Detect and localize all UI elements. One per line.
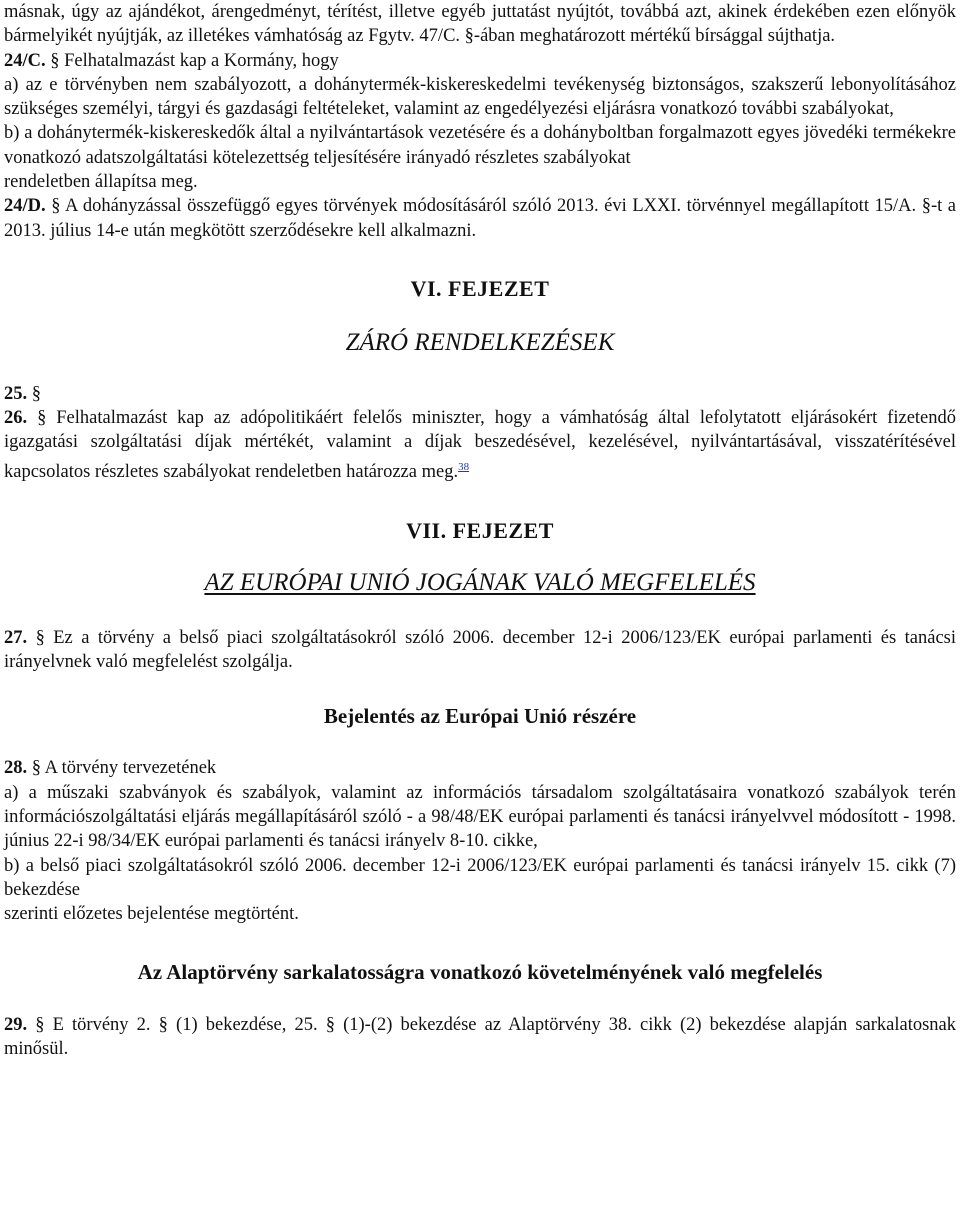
- section-26: [4, 406, 956, 485]
- section-24c-point-a: a) az e törvényben nem szabályozott, a dohánytermék-kiskereskedelmi tevékenység biztonságos, szakszerű lebonyolításához szükséges személyi, tárgyi és gazdasági feltételeket, valamint az engedélyezési eljárásra vonatkozó további szabályokat,: [4, 74, 956, 120]
- section-text: Felhatalmazást kap az adópolitikáért felelős miniszter, hogy a vámhatóság által lefolytatott eljárásokért fizetendő igazgatási szolgáltatási díjak mértékét, valamint a díjak beszedésével, kezelésével, nyilvántartásával, visszatérítésével kapcsolatos részletes szabályokat rendeletben határozza meg.: [4, 407, 957, 483]
- chapter-heading: VII. FEJEZET: [406, 517, 554, 543]
- chapter-heading: VI. FEJEZET: [410, 275, 550, 301]
- section-number: 25.: [4, 383, 28, 404]
- section-text: E törvény 2. § (1) bekezdése, 25. § (1)-(2) bekezdése az Alaptörvény 38. cikk (2) bekezdése alapján sarkalatosnak minősül.: [4, 1014, 956, 1060]
- section-24d: [4, 194, 956, 243]
- section-28-lead: [4, 756, 956, 780]
- section-number: 28.: [4, 758, 28, 779]
- section-sign: §: [31, 758, 41, 779]
- section-sign: §: [31, 383, 41, 404]
- section-29: [4, 1013, 956, 1062]
- footnote-link[interactable]: 38: [458, 461, 470, 474]
- section-28-point-b: b) a belső piaci szolgáltatásokról szóló 2006. december 12-i 2006/123/EK európai parlamenti és tanácsi irányelv 15. cikk (7) bekezdése: [4, 855, 956, 900]
- chapter-title: AZ EURÓPAI UNIÓ JOGÁNAK VALÓ MEGFELELÉS: [204, 569, 756, 597]
- intro-paragraph: másnak, úgy az ajándékot, árengedményt, térítést, illetve egyéb juttatást nyújtót, továbbá azt, akinek érdekében ezen előnyök bármelyikét nyújtják, az illetékes vámhatóság az Fgytv. 47/C. §-ában meghatározott mértékű bírsággal sújthatja.: [4, 2, 956, 47]
- section-number: 29.: [4, 1014, 28, 1035]
- section-number: 24/D.: [4, 196, 46, 217]
- section-28-tail: szerinti előzetes bejelentése megtörtént.: [4, 904, 299, 925]
- section-sign: §: [50, 50, 60, 71]
- chapter-title: ZÁRÓ RENDELKEZÉSEK: [345, 329, 615, 357]
- section-number: 26.: [4, 407, 28, 428]
- section-27: [4, 626, 956, 675]
- subsection-title: Bejelentés az Európai Unió részére: [323, 704, 637, 729]
- section-text: A törvény tervezetének: [44, 758, 217, 779]
- section-number: 24/C.: [4, 50, 46, 71]
- subsection-title: Az Alaptörvény sarkalatosságra vonatkozó követelményének való megfelelés: [137, 960, 823, 985]
- section-text: Ez a törvény a belső piaci szolgáltatásokról szóló 2006. december 12-i 2006/123/EK európai parlamenti és tanácsi irányelvnek való megfelelést szolgálja.: [4, 627, 956, 672]
- section-sign: §: [37, 407, 47, 428]
- section-24c-lead: [4, 49, 956, 73]
- section-sign: §: [35, 1014, 45, 1035]
- section-text: Felhatalmazást kap a Kormány, hogy: [64, 50, 339, 71]
- section-number: 27.: [4, 627, 28, 648]
- section-28-point-a: a) a műszaki szabványok és szabályok, valamint az információs társadalom szolgáltatásaira vonatkozó szabályok terén információszolgáltatási eljárás megállapításáról szóló - a 98/48/EK európai parlamenti és tanácsi irányelvvel módosított - 1998. június 22-i 98/34/EK európai parlamenti és tanácsi irányelv 8-10. cikke,: [4, 782, 956, 852]
- section-sign: §: [35, 627, 45, 648]
- section-sign: §: [51, 196, 61, 217]
- section-24c-point-b: b) a dohánytermék-kiskereskedők által a nyilvántartások vezetésére és a dohányboltban forgalmazott egyes jövedéki termékekre vonatkozó adatszolgáltatási kötelezettség teljesítésére irányadó részletes szabályokat: [4, 123, 956, 168]
- section-text: A dohányzással összefüggő egyes törvények módosításáról szóló 2013. évi LXXI. törvénnyel megállapított 15/A. §-t a 2013. július 14-e után megkötött szerződésekre kell alkalmazni.: [4, 196, 957, 241]
- section-25: [4, 382, 956, 406]
- section-24c-tail: rendeletben állapítsa meg.: [4, 172, 198, 193]
